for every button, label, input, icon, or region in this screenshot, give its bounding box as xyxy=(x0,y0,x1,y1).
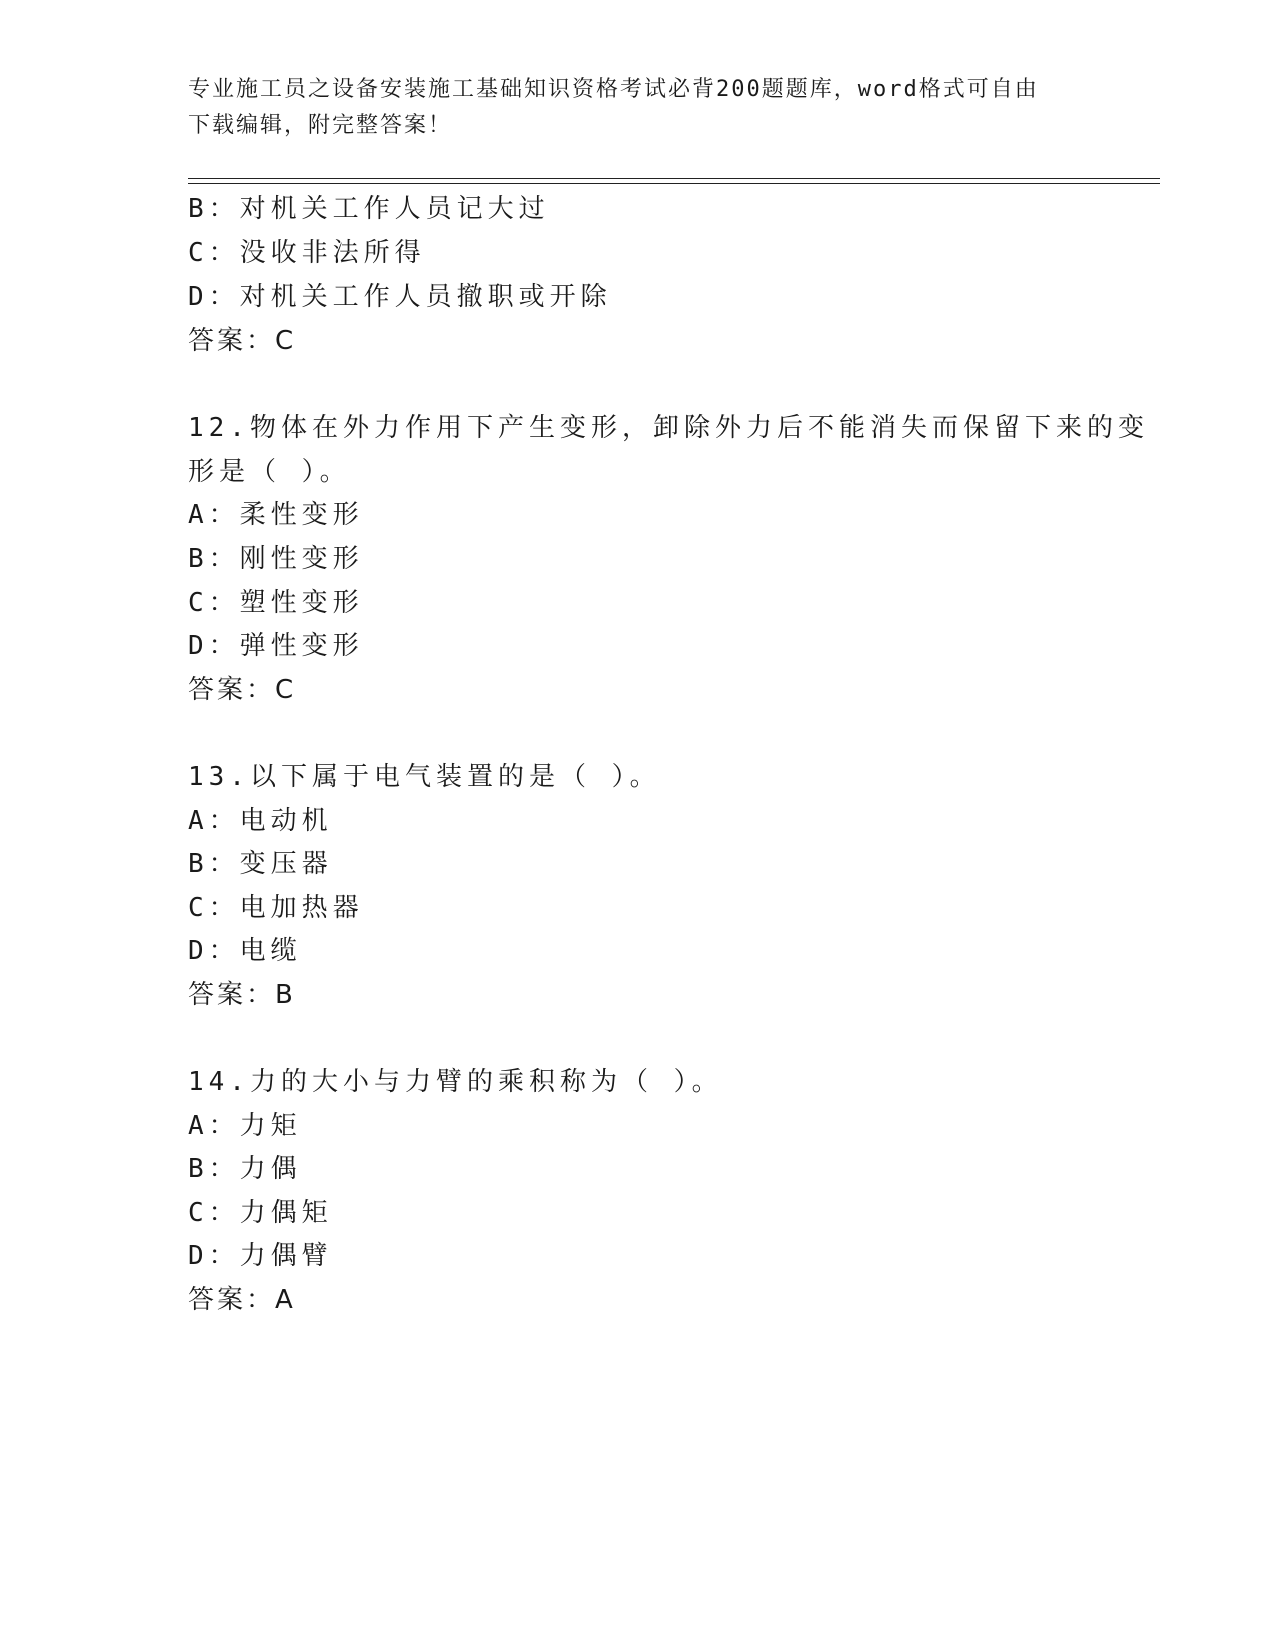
q12-option-c: C：塑性变形 xyxy=(188,588,364,618)
q14-answer: 答案：A xyxy=(188,1285,296,1315)
q12-option-d: D：弹性变形 xyxy=(188,631,364,661)
q11-answer: 答案：C xyxy=(188,326,297,356)
q14-option-a: A：力矩 xyxy=(188,1111,302,1141)
q14-stem: 14.力的大小与力臂的乘积称为（ ）。 xyxy=(188,1067,723,1097)
q12-stem-line-1: 12.物体在外力作用下产生变形，卸除外力后不能消失而保留下来的变 xyxy=(188,413,1149,443)
header-line-1: 专业施工员之设备安装施工基础知识资格考试必背200题题库，word格式可自由 xyxy=(188,77,1039,102)
q11-option-c: C：没收非法所得 xyxy=(188,238,426,268)
q13-answer: 答案：B xyxy=(188,980,296,1010)
q13-option-c: C：电加热器 xyxy=(188,893,364,923)
q13-option-d: D：电缆 xyxy=(188,936,302,966)
document-header xyxy=(188,72,1068,144)
q14-option-b: B：力偶 xyxy=(188,1154,302,1184)
header-line-2: 下载编辑，附完整答案！ xyxy=(188,113,453,138)
q12-option-b: B：刚性变形 xyxy=(188,544,364,574)
q13-option-b: B：变压器 xyxy=(188,849,333,879)
q11-option-d: D：对机关工作人员撤职或开除 xyxy=(188,282,612,312)
q13-option-a: A：电动机 xyxy=(188,806,333,836)
q12-answer: 答案：C xyxy=(188,675,297,705)
q12-option-a: A：柔性变形 xyxy=(188,500,364,530)
q13-stem: 13.以下属于电气装置的是（ ）。 xyxy=(188,762,661,792)
q14-option-c: C：力偶矩 xyxy=(188,1198,333,1228)
q11-option-b: B：对机关工作人员记大过 xyxy=(188,194,550,224)
q14-option-d: D：力偶臂 xyxy=(188,1241,333,1271)
header-divider-bottom xyxy=(188,183,1160,184)
q12-stem-line-2: 形是（ ）。 xyxy=(188,457,351,487)
header-divider-top xyxy=(188,178,1160,179)
